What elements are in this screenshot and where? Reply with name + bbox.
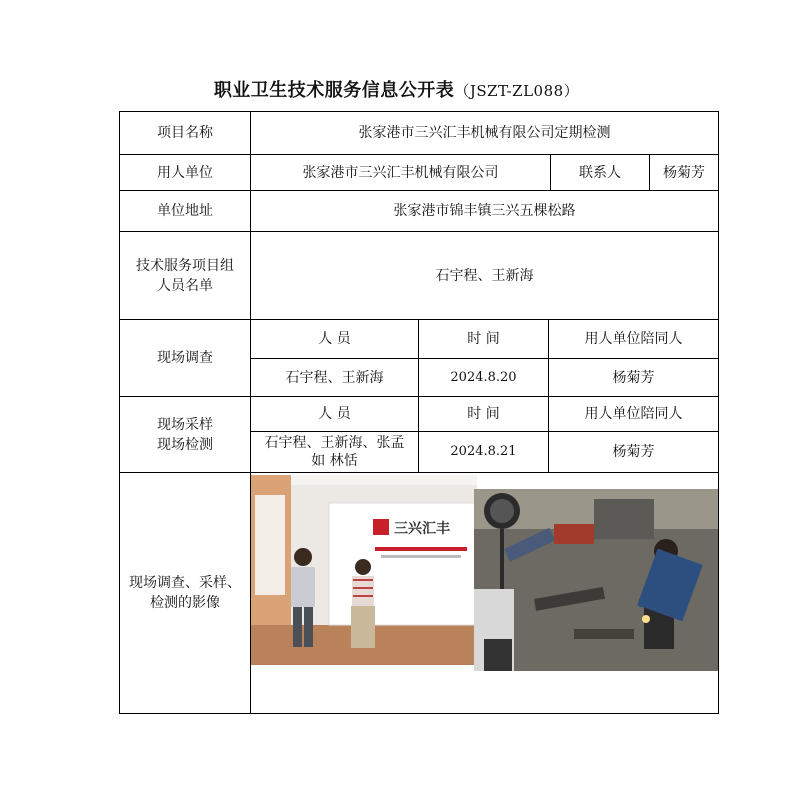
info-table xyxy=(119,111,719,714)
sampling-label xyxy=(120,397,250,472)
sampling-header-people: 人 员 xyxy=(318,406,351,422)
survey-header-people: 人 员 xyxy=(318,331,351,347)
address-value: 张家港市锦丰镇三兴五棵松路 xyxy=(393,203,576,219)
survey-time: 2024.8.20 xyxy=(450,369,517,385)
sampling-label-line2: 现场检测 xyxy=(157,436,213,453)
sampling-people-line1: 石宇程、王新海、张孟 xyxy=(264,435,405,451)
employer-value: 张家港市三兴汇丰机械有限公司 xyxy=(302,164,499,181)
photo-workshop xyxy=(474,489,718,671)
team-value: 石宇程、王新海 xyxy=(435,267,534,284)
survey-label: 现场调查 xyxy=(157,350,213,366)
sampling-people xyxy=(251,432,418,472)
logo-text: 三兴汇丰 xyxy=(394,521,450,537)
title-text: 职业卫生技术服务信息公开表 xyxy=(213,80,455,101)
page-title xyxy=(0,76,793,102)
employer-label: 用人单位 xyxy=(157,164,213,181)
survey-companion: 杨菊芳 xyxy=(612,369,655,386)
team-label-line1: 技术服务项目组 xyxy=(136,257,234,274)
images-label xyxy=(120,473,250,713)
sampling-companion: 杨菊芳 xyxy=(612,444,655,460)
photo-workshop-image xyxy=(474,489,718,671)
photo-reception xyxy=(251,475,477,665)
sampling-header-time: 时 间 xyxy=(467,406,500,422)
team-label-line2: 人员名单 xyxy=(157,277,213,294)
images-label-line1: 现场调查、采样、 xyxy=(129,575,241,591)
sampling-people-line2: 如 林恬 xyxy=(311,453,358,469)
survey-people: 石宇程、王新海 xyxy=(285,369,384,386)
images-label-line2: 检测的影像 xyxy=(150,595,220,611)
sampling-label-line1: 现场采样 xyxy=(157,416,213,433)
survey-header-companion: 用人单位陪同人 xyxy=(584,331,683,347)
team-label xyxy=(120,232,250,319)
sampling-time: 2024.8.21 xyxy=(450,444,517,459)
contact-value: 杨菊芳 xyxy=(663,164,705,181)
form-code: （JSZT-ZL088） xyxy=(454,82,580,100)
sampling-header-companion: 用人单位陪同人 xyxy=(584,406,683,422)
project-name-value: 张家港市三兴汇丰机械有限公司定期检测 xyxy=(358,125,611,141)
survey-header-time: 时 间 xyxy=(467,331,500,347)
address-label: 单位地址 xyxy=(157,203,213,219)
photo-reception-image xyxy=(251,475,477,665)
contact-label: 联系人 xyxy=(579,164,621,181)
project-name-label: 项目名称 xyxy=(157,125,213,141)
